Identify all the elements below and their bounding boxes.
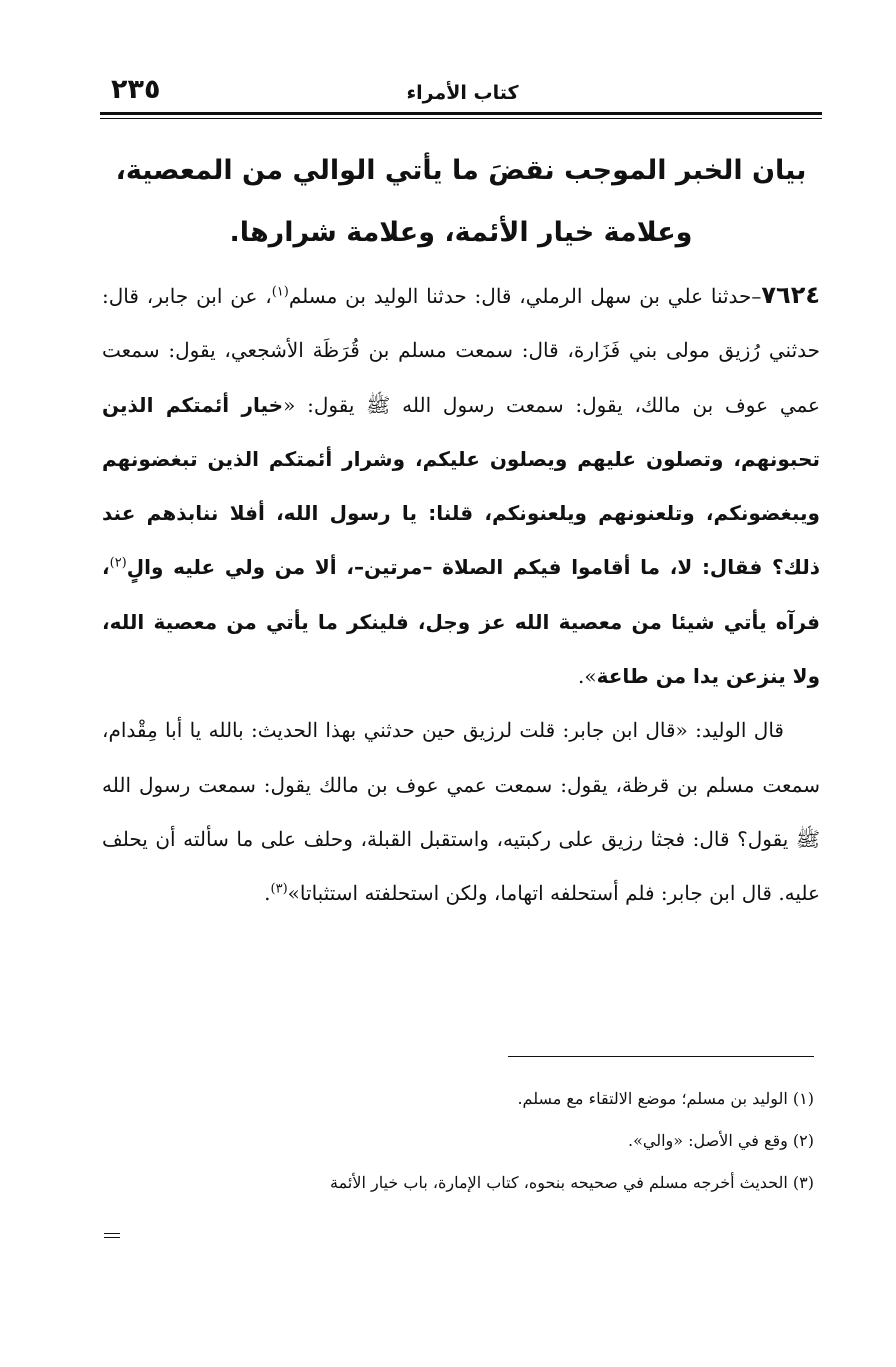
- footnote-3: (٣) الحديث أخرجه مسلم في صحيحه بنحوه، كتاب الإمارة، باب خيار الأئمة: [330, 1173, 814, 1192]
- book-title: كتاب الأمراء: [406, 82, 519, 104]
- page-number: ٢٣٥: [111, 74, 161, 105]
- isnad-text-continued: ، عن ابن جابر، قال: حدثني رُزيق مولى بني فَزَارة، قال: سمعت مسلم بن قُرَظَة الأشجعي، يقول: سمعت عمي عوف بن مالك، يقول: سمعت رسول الله ﷺ يقول: «: [102, 284, 820, 417]
- footnote-2: (٢) وقع في الأصل: «والي».: [627, 1131, 814, 1150]
- matn-text-continued: ، فرآه يأتي شيئا من معصية الله عز وجل، فلينكر ما يأتي من معصية الله، ولا ينزعن يدا من طاعة: [102, 555, 820, 689]
- header-rule-thin: [100, 118, 822, 119]
- isnad-text: –حدثنا علي بن سهل الرملي، قال: حدثنا الوليد بن مسلم: [288, 284, 762, 308]
- footnote-ref-3[interactable]: (٣): [270, 881, 288, 897]
- footnote-ref-2[interactable]: (٢): [109, 555, 127, 571]
- narration-end: .: [264, 881, 271, 906]
- hadith-paragraph: [102, 268, 820, 703]
- narration-paragraph: [102, 703, 820, 920]
- chapter-heading: بيان الخبر الموجب نقضَ ما يأتي الوالي من المعصية، وعلامة خيار الأئمة، وعلامة شرارها.: [115, 155, 807, 248]
- matn-close-quote: ».: [578, 664, 597, 689]
- footnotes: [102, 1078, 814, 1204]
- header-rule-thick: [100, 112, 822, 115]
- running-head: [105, 70, 820, 110]
- narration-text: قال الوليد: «قال ابن جابر: قلت لرزيق حين حدثني بهذا الحديث: بالله يا أبا مِقْدام، سمعت مسلم بن قرظة، يقول: سمعت عمي عوف بن مالك يقول: سمعت رسول الله ﷺ يقول؟ قال: فجثا رزيق على ركبتيه، واستقبل القبلة، وحلف على ما سألته أن يحلف عليه. قال ابن جابر: فلم أستحلفه اتهاما، ولكن استحلفته استثباتا»: [102, 718, 820, 906]
- matn-text: خيار أئمتكم الذين تحبونهم، وتصلون عليهم ويصلون عليكم، وشرار أئمتكم الذين تبغضونهم ويبغضونكم، وتلعنونهم ويلعنونكم، قلنا: يا رسول الله، أفلا ننابذهم عند ذلك؟ فقال: لا، ما أقاموا فيكم الصلاة –مرتين–، ألا من ولي عليه والٍ: [102, 392, 820, 580]
- footnote-ref-1[interactable]: (١): [271, 284, 289, 300]
- continuation-mark: [104, 1233, 120, 1238]
- footnote-separator: [508, 1056, 814, 1057]
- hadith-number: ٧٦٢٤: [761, 281, 820, 309]
- footnote-1: (١) الوليد بن مسلم؛ موضع الالتقاء مع مسلم.: [517, 1089, 814, 1108]
- hadith-body: [102, 268, 820, 921]
